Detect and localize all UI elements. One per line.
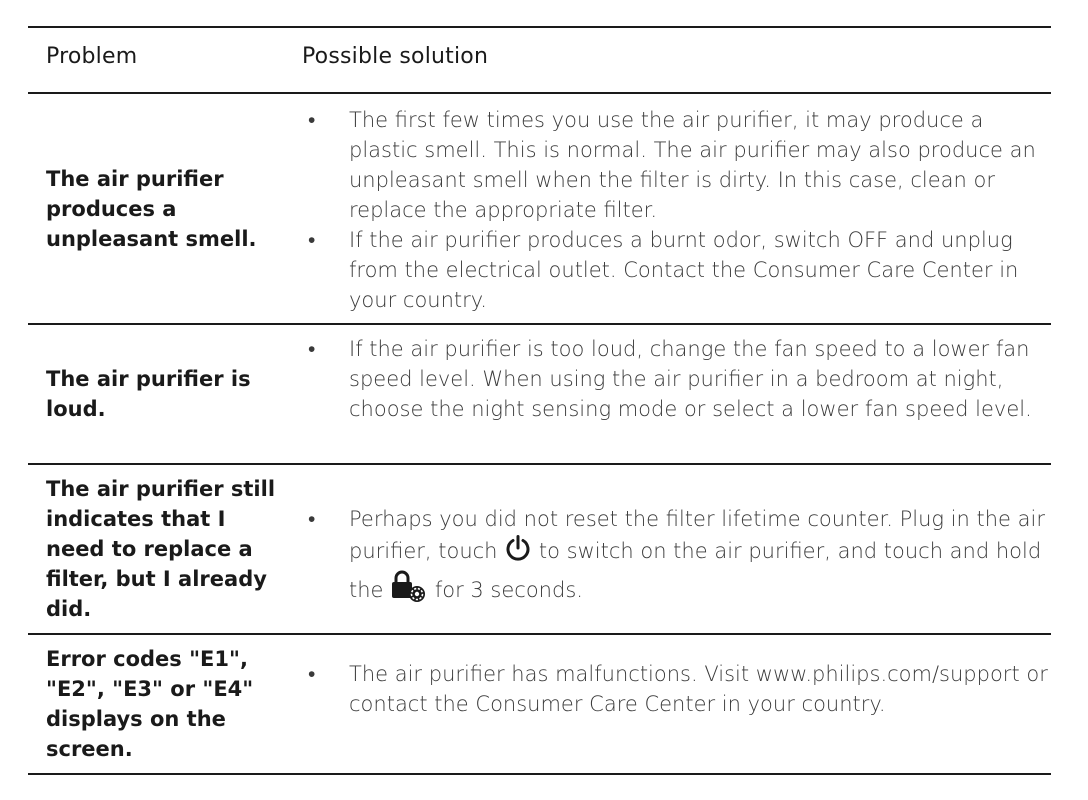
table-bottom-rule [28,773,1051,775]
header-solution: Possible solution [302,44,489,69]
list-item [308,659,1048,719]
solution-cell [308,105,1048,315]
problem-text: The air purifier is loud. [46,367,251,421]
solution-text-part: for 3 seconds. [434,578,583,602]
solution-cell [308,334,1048,424]
lock-gear-icon [390,570,428,612]
problem-cell [46,635,286,773]
list-item [308,105,1048,225]
solution-text: If the air purifier is too loud, change the fan speed to a lower fan speed level. When using the air purifier in a bedroom at night, choose the night sensing mode or select a lower fan speed level. [349,337,1032,421]
problem-text: Error codes "E1", "E2", "E3" or "E4" displays on the screen. [46,647,254,761]
table-row [28,635,1051,773]
bullet: • [308,228,316,252]
table-top-rule [28,26,1051,28]
table-row [28,465,1051,633]
problem-cell [46,94,286,323]
list-item [308,504,1048,612]
list-item [308,225,1048,315]
problem-cell [46,325,286,463]
solution-text-part: Perhaps you did not reset the filter lifetime counter. Plug in the air purifier, touch [349,507,1045,563]
table-row [28,325,1051,463]
solution-cell [308,659,1048,719]
problem-text: The air purifier produces a unpleasant smell. [46,166,257,251]
bullet: • [308,662,316,686]
problem-cell [46,465,286,633]
list-item [308,334,1048,424]
solution-text: The first few times you use the air purifier, it may produce a plastic smell. This is normal. The air purifier may also produce an unpleasant smell when the filter is dirty. In this case, clean or replace the appropriate filter. [349,108,1036,222]
problem-text: The air purifier still indicates that I need to replace a filter, but I already did. [46,477,276,621]
header-problem: Problem [46,44,138,69]
solution-text: The air purifier has malfunctions. Visit www.philips.com/support or contact the Consumer Care Center in your country. [349,662,1048,716]
bullet: • [308,108,316,132]
solution-text: If the air purifier produces a burnt odor, switch OFF and unplug from the electrical outlet. Contact the Consumer Care Center in your country. [349,228,1019,312]
solution-text-part: to switch on the air purifier, and touch and hold the [349,539,1042,602]
bullet: • [308,507,316,531]
solution-cell [308,504,1048,612]
table-row [28,94,1051,323]
bullet: • [308,337,316,361]
power-icon [504,534,532,570]
